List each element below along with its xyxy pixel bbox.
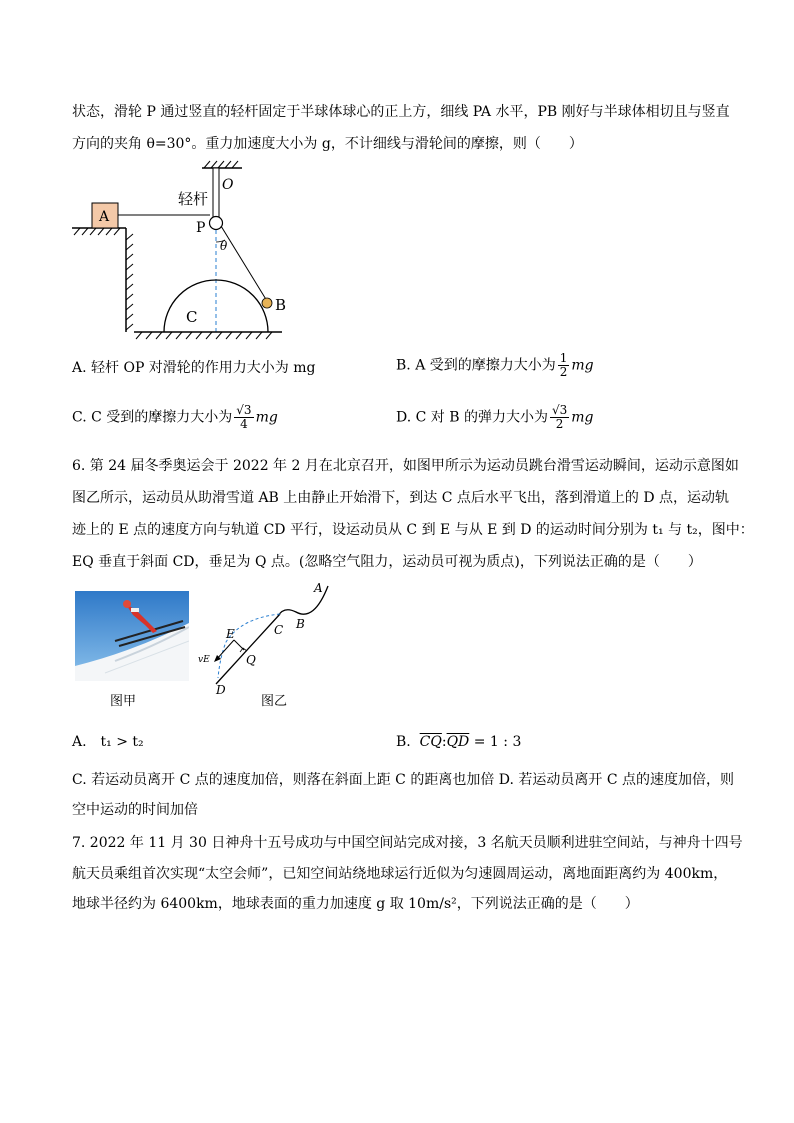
q5-option-c-unit: mg [255,409,278,426]
diag-label-B: B [296,617,305,631]
q5-option-c [72,404,278,431]
segment-CQ: $\overline{CQ}$ [419,734,442,750]
intro-line-1: 状态，滑轮 P 通过竖直的轻杆固定于半球体球心的正上方，细线 PA 水平，PB 刚好与半球体相切且与竖直 [72,104,730,120]
q7-line-1: 7. 2022 年 11 月 30 日神舟十五号成功与中国空间站完成对接，3 名航天员顺利进驻空间站，与神舟十四号 [72,835,743,851]
ratio-value: = 1 : 3 [473,734,522,750]
diag-label-Q: Q [246,653,256,667]
diag-label-A: A [314,582,323,595]
q7-line-3: 地球半径约为 6400km，地球表面的重力加速度 g 取 10m/s²，下列说法正确的是（ ） [72,896,639,912]
q6-line-3: 迹上的 E 点的速度方向与轨道 CD 平行，设运动员从 C 到 E 与从 E 到 D 的运动时间分别为 t₁ 与 t₂，图中： [72,522,754,538]
q7-line-2: 航天员乘组首次实现“太空会师”，已知空间站绕地球运行近似为匀速圆周运动，离地面距离约为 400km， [72,866,728,882]
ski-trajectory-diagram [196,582,336,694]
diag-label-D: D [216,683,226,694]
q6-option-d-cont: 空中运动的时间加倍 [72,802,198,818]
fraction-sqrt3-over-4: $\frac{√3}{4}$ [236,403,252,431]
diag-label-vE: vE [198,655,210,665]
q6-option-b-letter: B. [396,734,411,750]
ratio-separator: : [441,734,447,750]
q6-option-b [396,732,521,752]
ski-jump-photo [75,591,189,681]
diag-label-C: C [274,623,284,637]
caption-photo: 图甲 [110,694,137,709]
q6-option-a: A. t₁ > t₂ [72,734,144,750]
diag-label-E: E [226,627,235,641]
q5-option-b [396,352,594,379]
fraction-half: $\frac{1}{2}$ [559,351,568,379]
q5-option-c-text: C. C 受到的摩擦力大小为 [72,409,233,426]
label-B: B [275,296,287,314]
q5-option-d-unit: mg [571,409,594,426]
segment-QD: $\overline{QD}$ [446,734,470,750]
intro-line-2: 方向的夹角 θ=30°。重力加速度大小为 g，不计细线与滑轮间的摩擦，则（ ） [72,136,583,152]
q5-option-a: A. 轻杆 OP 对滑轮的作用力大小为 mg [72,360,316,376]
q5-option-b-text: B. A 受到的摩擦力大小为 [396,357,556,374]
q6-line-4: EQ 垂直于斜面 CD，垂足为 Q 点。(忽略空气阻力，运动员可视为质点)，下列说法正确的是（ ） [72,554,702,570]
q5-option-d-text: D. C 对 B 的弹力大小为 [396,409,548,426]
label-theta: θ [220,239,228,253]
q6-line-1: 6. 第 24 届冬季奥运会于 2022 年 2 月在北京召开，如图甲所示为运动员跳台滑雪运动瞬间，运动示意图如 [72,458,739,474]
q6-option-c-d: C. 若运动员离开 C 点的速度加倍，则落在斜面上距 C 的距离也加倍 D. 若运动员离开 C 点的速度加倍，则 [72,772,735,788]
caption-diagram: 图乙 [261,694,288,709]
pulley-hemisphere-figure [70,160,310,342]
label-rod: 轻杆 [178,190,209,208]
q5-option-d [396,404,594,431]
label-O: O [222,177,234,193]
label-P: P [196,220,206,236]
q5-option-b-unit: mg [571,357,594,374]
label-C: C [186,308,198,326]
q6-line-2: 图乙所示，运动员从助滑雪道 AB 上由静止开始滑下，到达 C 点后水平飞出，落到滑道上的 D 点，运动轨 [72,490,730,506]
label-A: A [99,209,110,225]
fraction-sqrt3-over-2: $\frac{√3}{2}$ [551,403,568,431]
